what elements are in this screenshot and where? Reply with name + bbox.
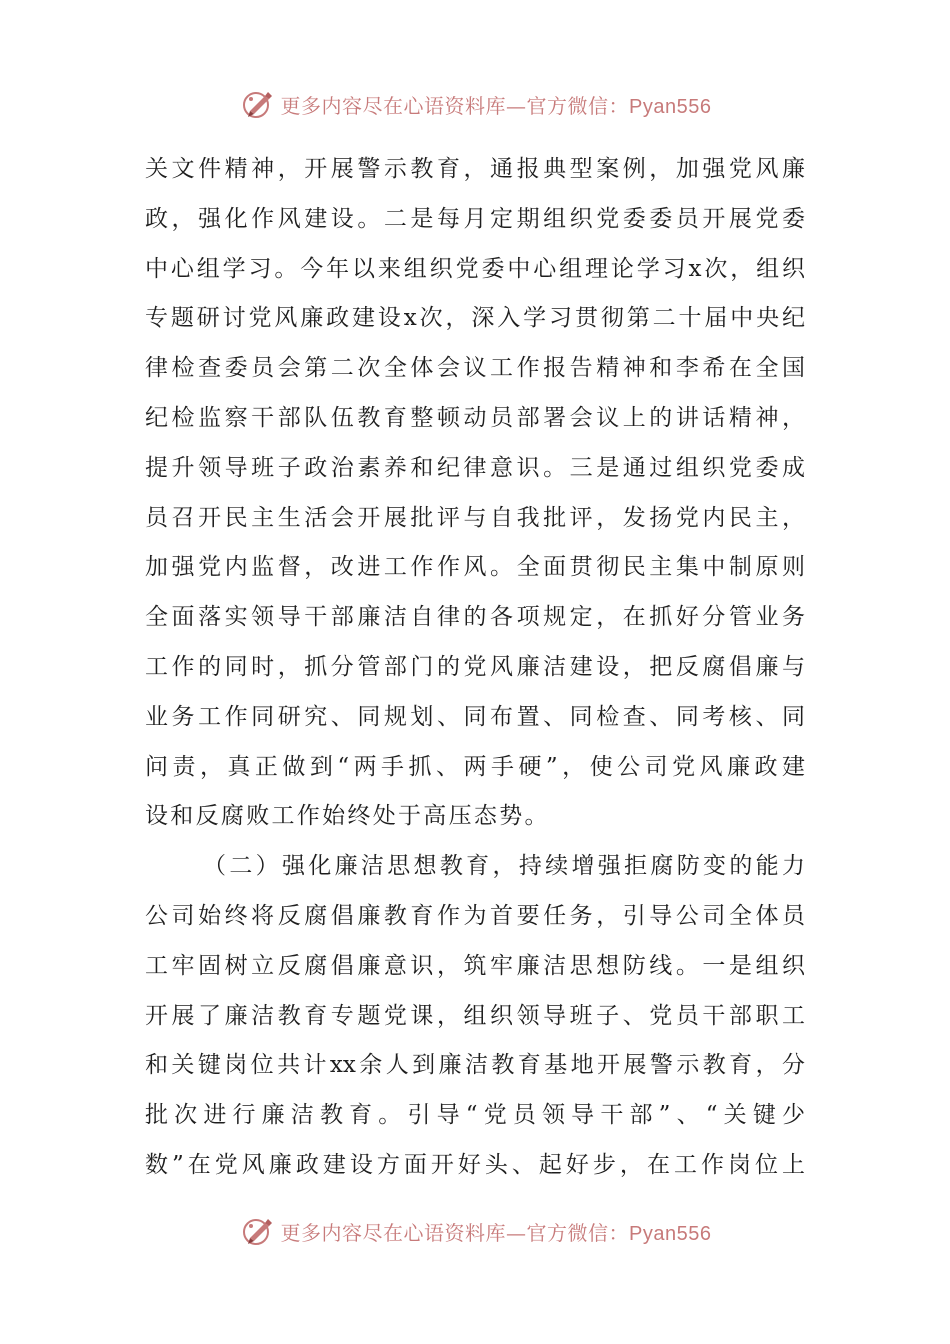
- footer-banner-id: Pyan556: [629, 1222, 712, 1245]
- text-line: 工作的同时，抓分管部门的党风廉洁建设，把反腐倡廉与: [145, 653, 805, 680]
- footer-banner-label: 更多内容尽在心语资料库—官方微信：: [280, 1220, 630, 1245]
- footer-banner-text: [281, 1217, 712, 1246]
- pen-logo-icon: [241, 1214, 275, 1248]
- header-banner: [0, 84, 950, 124]
- header-banner-id: Pyan556: [629, 95, 712, 118]
- text-line: 全面落实领导干部廉洁自律的各项规定，在抓好分管业务: [145, 604, 805, 631]
- text-line: 批次进行廉洁教育。引导“党员领导干部”、“关键少: [145, 1102, 805, 1129]
- text-line: 纪检监察干部队伍教育整顿动员部署会议上的讲话精神，: [145, 404, 805, 431]
- document-body: [145, 145, 805, 1191]
- text-line: 员召开民主生活会开展批评与自我批评，发扬党内民主，: [145, 504, 805, 531]
- pen-logo-icon: [241, 87, 275, 121]
- text-line: 中心组学习。今年以来组织党委中心组理论学习x次，组织: [145, 255, 805, 282]
- footer-banner-inner: [241, 1214, 712, 1248]
- section-heading: （二）强化廉洁思想教育，持续增强拒腐防变的能力: [203, 853, 805, 880]
- text-line: 业务工作同研究、同规划、同布置、同检查、同考核、同: [145, 703, 805, 730]
- text-line: 公司始终将反腐倡廉教育作为首要任务，引导公司全体员: [145, 902, 805, 929]
- text-line: 加强党内监督，改进工作作风。全面贯彻民主集中制原则: [145, 554, 805, 581]
- text-line: 关文件精神，开展警示教育，通报典型案例，加强党风廉: [145, 156, 805, 182]
- text-line: 专题研讨党风廉政建设x次，深入学习贯彻第二十届中央纪: [145, 305, 805, 332]
- text-line: 数”在党风廉政建设方面开好头、起好步，在工作岗位上: [145, 1151, 805, 1178]
- text-line: 问责，真正做到“两手抓、两手硬”，使公司党风廉政建: [145, 753, 805, 780]
- text-line: 提升领导班子政治素养和纪律意识。三是通过组织党委成: [145, 454, 805, 481]
- text-line: 工牢固树立反腐倡廉意识，筑牢廉洁思想防线。一是组织: [145, 952, 805, 979]
- footer-banner: [0, 1211, 950, 1251]
- header-banner-text: [281, 90, 712, 119]
- text-line: 律检查委员会第二次全体会议工作报告精神和李希在全国: [145, 355, 805, 382]
- header-banner-label: 更多内容尽在心语资料库—官方微信：: [280, 93, 630, 118]
- text-line: 政，强化作风建设。二是每月定期组织党委委员开展党委: [145, 205, 805, 232]
- header-banner-inner: [241, 87, 712, 121]
- text-line: 和关键岗位共计xx余人到廉洁教育基地开展警示教育，分: [145, 1052, 805, 1079]
- text-line: 设和反腐败工作始终处于高压态势。: [145, 803, 550, 830]
- text-line: 开展了廉洁教育专题党课，组织领导班子、党员干部职工: [145, 1002, 805, 1029]
